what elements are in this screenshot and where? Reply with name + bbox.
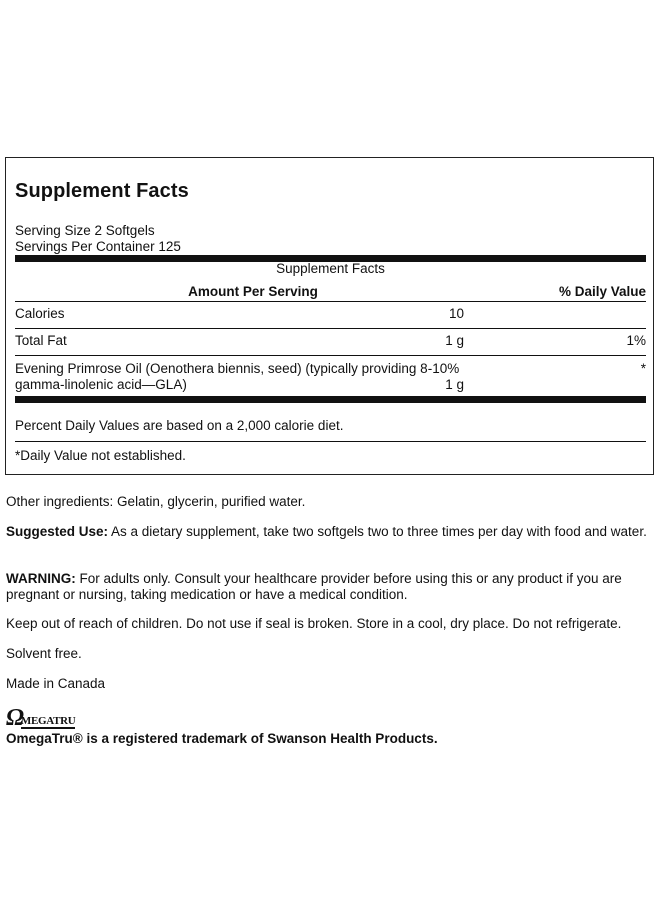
omegatru-logo bbox=[6, 705, 75, 731]
row-daily-value: * bbox=[640, 361, 646, 376]
row-amount: 1 g bbox=[445, 377, 464, 392]
serving-size: Serving Size 2 Softgels bbox=[15, 223, 155, 238]
storage-instructions: Keep out of reach of children. Do not use if seal is broken. Store in a cool, dry place. Do not refrigerate. bbox=[6, 616, 622, 631]
suggested-use-text: As a dietary supplement, take two softgels two to three times per day with food and water. bbox=[108, 524, 647, 539]
warning-text: For adults only. Consult your healthcare provider before using this or any product if you are pregnant or nursing, taking medication or have a medical condition. bbox=[6, 571, 622, 602]
other-ingredients: Other ingredients: Gelatin, glycerin, purified water. bbox=[6, 494, 306, 509]
panel-title: Supplement Facts bbox=[15, 180, 189, 202]
logo-wordmark: MEGATRU bbox=[20, 715, 76, 727]
warning-label: WARNING: bbox=[6, 571, 76, 586]
omega-symbol: Ω bbox=[6, 705, 24, 731]
trademark-notice: OmegaTru® is a registered trademark of Swanson Health Products. bbox=[6, 731, 438, 746]
servings-per-container: Servings Per Container 125 bbox=[15, 239, 181, 254]
row-name-line1: Evening Primrose Oil (Oenothera biennis, seed) (typically providing 8-10% bbox=[15, 361, 460, 376]
table-caption: Supplement Facts bbox=[276, 261, 385, 276]
row-name-line2: gamma-linolenic acid—GLA) bbox=[15, 377, 187, 392]
row-amount: 10 bbox=[448, 306, 464, 321]
header-amount-per-serving: Amount Per Serving bbox=[188, 284, 318, 299]
supplement-facts-panel bbox=[5, 157, 654, 475]
daily-value-footnote: *Daily Value not established. bbox=[15, 448, 186, 463]
thick-divider bbox=[15, 396, 646, 403]
row-daily-value: 1% bbox=[626, 333, 646, 348]
suggested-use-label: Suggested Use: bbox=[6, 524, 109, 539]
row-name: Total Fat bbox=[15, 333, 67, 348]
solvent-free: Solvent free. bbox=[6, 646, 82, 661]
header-daily-value: % Daily Value bbox=[558, 284, 646, 299]
row-name: Calories bbox=[15, 306, 65, 321]
divider bbox=[15, 441, 646, 442]
table-header bbox=[15, 284, 646, 300]
serving-info bbox=[15, 223, 181, 255]
divider bbox=[15, 301, 646, 302]
warning bbox=[6, 571, 651, 603]
made-in: Made in Canada bbox=[6, 676, 106, 691]
suggested-use bbox=[6, 524, 651, 540]
row-amount: 1 g bbox=[445, 333, 464, 348]
divider bbox=[15, 328, 646, 329]
percent-daily-footnote: Percent Daily Values are based on a 2,000 calorie diet. bbox=[15, 418, 344, 433]
divider bbox=[15, 355, 646, 356]
